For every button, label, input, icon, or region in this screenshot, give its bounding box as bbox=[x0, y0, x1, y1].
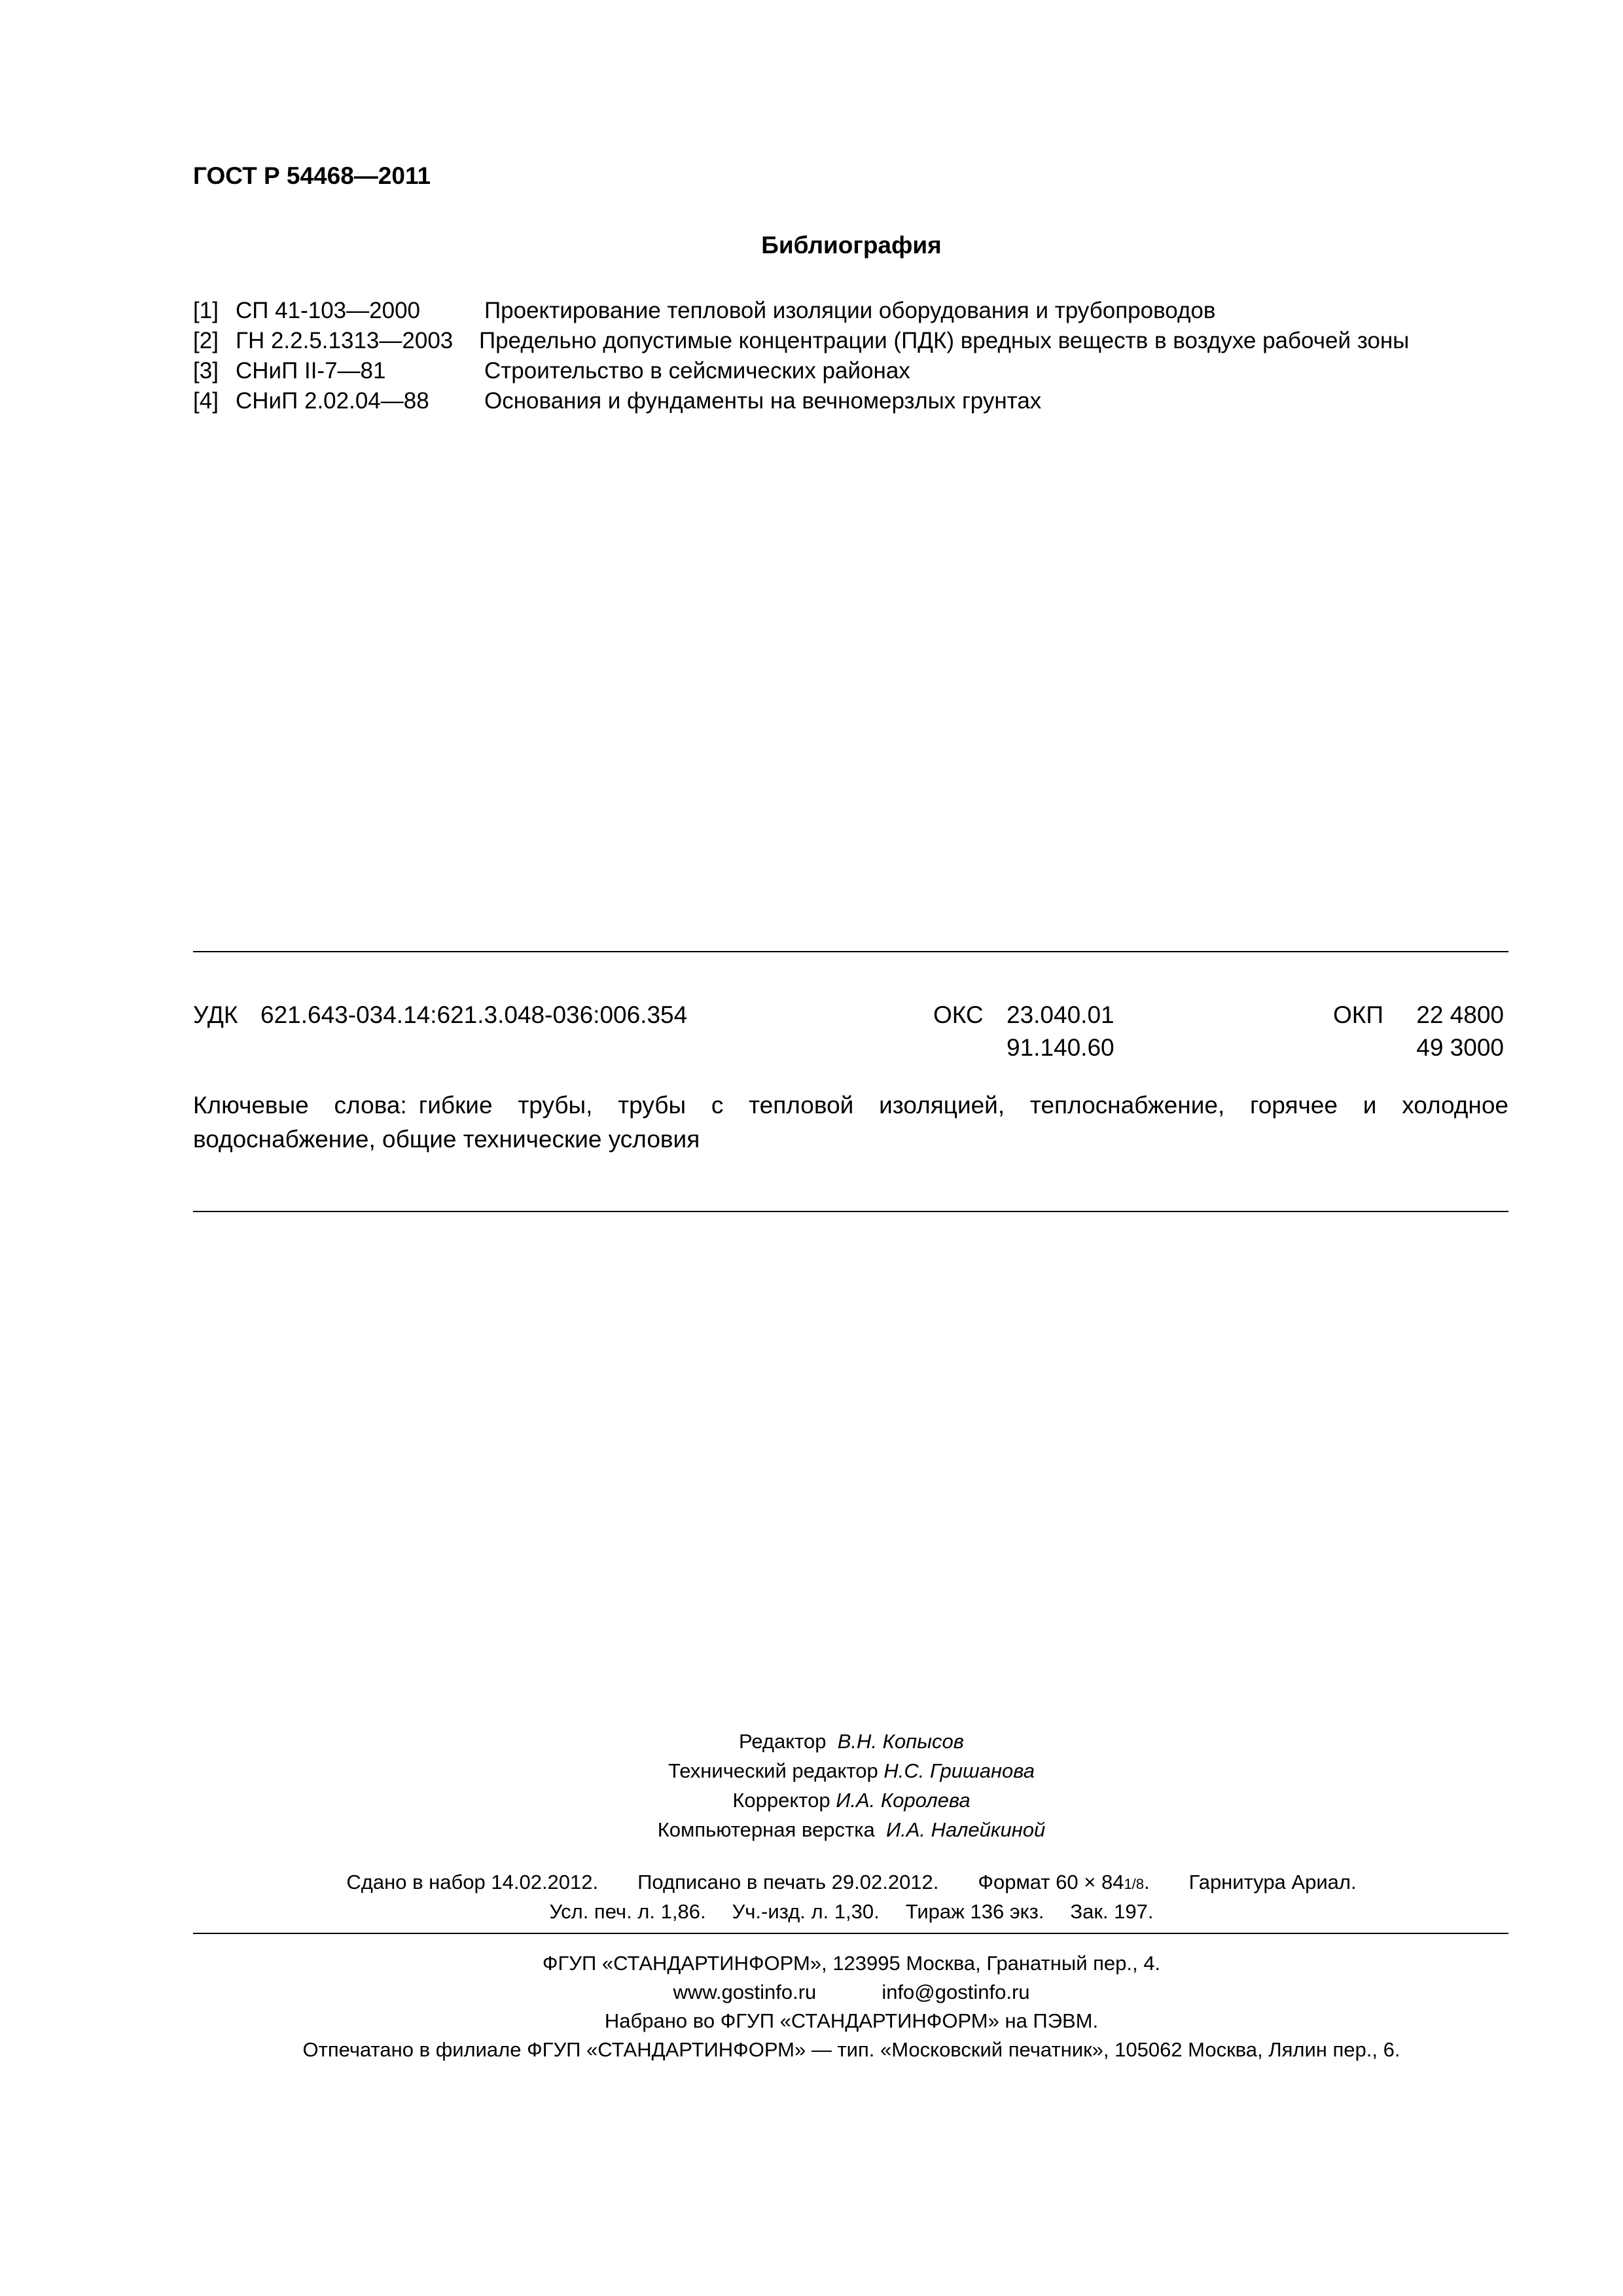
okp-label: ОКП bbox=[1333, 1001, 1383, 1028]
credit-line bbox=[0, 1727, 1623, 1756]
divider-middle bbox=[193, 1211, 1508, 1212]
credit-line bbox=[0, 1785, 1623, 1815]
keywords bbox=[193, 1088, 1508, 1157]
credit-role: Редактор bbox=[739, 1730, 827, 1753]
credit-line bbox=[0, 1815, 1623, 1844]
email-link[interactable]: info@gostinfo.ru bbox=[882, 1981, 1030, 2003]
divider-bottom bbox=[193, 1933, 1508, 1934]
credit-role: Технический редактор bbox=[668, 1759, 878, 1782]
website-link[interactable]: www.gostinfo.ru bbox=[673, 1981, 817, 2003]
format-fraction: 1/8 bbox=[1124, 1876, 1145, 1892]
credit-role: Корректор bbox=[732, 1789, 830, 1812]
document-code: ГОСТ Р 54468—2011 bbox=[193, 162, 431, 189]
okp-value: 49 3000 bbox=[1416, 1034, 1504, 1061]
credit-name: И.А. Королева bbox=[836, 1789, 971, 1812]
bibliography-item bbox=[193, 356, 1306, 386]
keywords-text: гибкие трубы, трубы с тепловой изоляцией, теплоснабжение, горячее и холодное водоснабжение, общие технические условия bbox=[193, 1092, 1508, 1153]
sent-date: Сдано в набор 14.02.2012. bbox=[346, 1871, 599, 1893]
bibliography-item bbox=[193, 386, 1306, 416]
ref-title: Проектирование тепловой изоляции оборудования и трубопроводов bbox=[484, 298, 1216, 323]
ref-number: [1] bbox=[193, 298, 219, 323]
edit-sheets: Уч.-изд. л. 1,30. bbox=[732, 1900, 880, 1923]
ref-code: СНиП 2.02.04—88 bbox=[236, 388, 429, 414]
oks-value: 91.140.60 bbox=[1007, 1034, 1115, 1061]
credit-name: И.А. Налейкиной bbox=[885, 1818, 1046, 1841]
bibliography-item bbox=[193, 326, 1535, 356]
bibliography-title: Библиография bbox=[761, 232, 942, 259]
ref-title: Строительство в сейсмических районах bbox=[484, 358, 910, 384]
credit-name: В.Н. Копысов bbox=[837, 1730, 964, 1753]
ref-number: [2] bbox=[193, 328, 219, 353]
oks-label: ОКС bbox=[933, 1001, 984, 1028]
okp-value: 22 4800 bbox=[1416, 1001, 1504, 1028]
credit-line bbox=[0, 1756, 1623, 1785]
ref-title: Предельно допустимые концентрации (ПДК) вредных веществ в воздухе рабочей зоны bbox=[479, 328, 1410, 353]
ref-code: СП 41-103—2000 bbox=[236, 298, 420, 323]
credit-role: Компьютерная верстка bbox=[657, 1818, 875, 1841]
divider-top bbox=[193, 951, 1508, 952]
keywords-label: Ключевые слова: bbox=[193, 1092, 407, 1119]
udk-value: 621.643-034.14:621.3.048-036:006.354 bbox=[260, 1001, 688, 1028]
bibliography-item bbox=[193, 296, 1306, 326]
print-sheets: Усл. печ. л. 1,86. bbox=[549, 1900, 706, 1923]
signed-date: Подписано в печать 29.02.2012. bbox=[637, 1871, 939, 1893]
ref-title: Основания и фундаменты на вечномерзлых грунтах bbox=[484, 388, 1042, 414]
ref-code: ГН 2.2.5.1313—2003 bbox=[236, 328, 454, 353]
credit-name: Н.С. Гришанова bbox=[883, 1759, 1035, 1782]
publishing-line bbox=[0, 1897, 1623, 1926]
udk-label: УДК bbox=[193, 1001, 238, 1028]
font-info: Гарнитура Ариал. bbox=[1188, 1871, 1357, 1893]
copies: Тираж 136 экз. bbox=[905, 1900, 1044, 1923]
printed-info: Отпечатано в филиале ФГУП «СТАНДАРТИНФОРМ» — тип. «Московский печатник», 105062 Москва, Лялин пер., 6. bbox=[302, 2038, 1400, 2061]
format: Формат 60 × 84 bbox=[978, 1871, 1124, 1893]
oks-value: 23.040.01 bbox=[1007, 1001, 1115, 1028]
order-number: Зак. 197. bbox=[1070, 1900, 1154, 1923]
contact-line bbox=[0, 1978, 1623, 2007]
ref-number: [3] bbox=[193, 358, 219, 384]
publishing-line: Сдано в набор 14.02.2012. Подписано в печать 29.02.2012. Формат 60 × 841/8. Гарнитура Ариал. bbox=[346, 1871, 1357, 1893]
typeset-info: Набрано во ФГУП «СТАНДАРТИНФОРМ» на ПЭВМ. bbox=[604, 2009, 1099, 2032]
ref-code: СНиП II-7—81 bbox=[236, 358, 386, 384]
publisher-address: ФГУП «СТАНДАРТИНФОРМ», 123995 Москва, Гранатный пер., 4. bbox=[542, 1952, 1161, 1975]
ref-number: [4] bbox=[193, 388, 219, 414]
